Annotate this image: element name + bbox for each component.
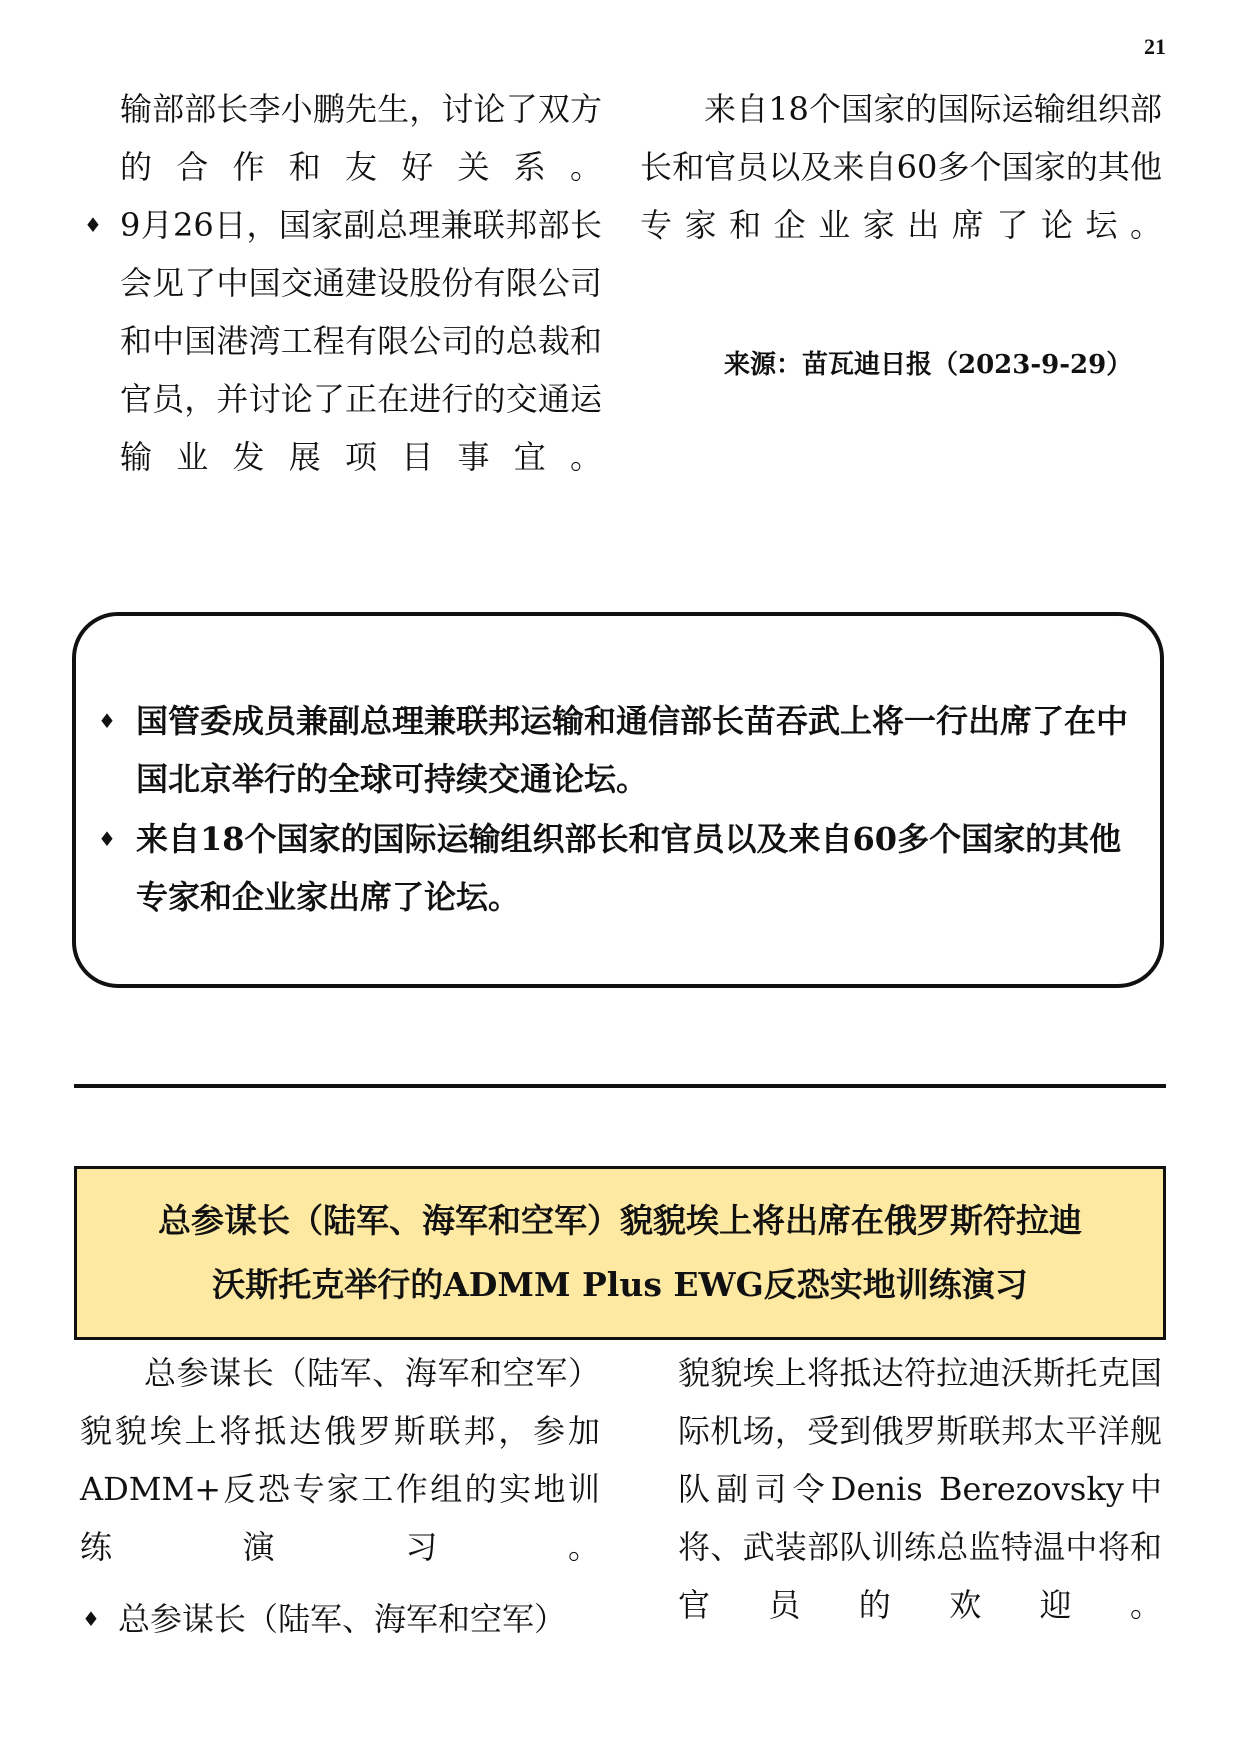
- upper-right-column: [640, 80, 1162, 254]
- meeting-paragraph: 9月26日，国家副总理兼联邦部长会见了中国交通建设股份有限公司和中国港湾工程有限公司的总裁和官员，并讨论了正在进行的交通运输业发展项目事宜。: [120, 206, 602, 476]
- source-citation: 来源：苗瓦迪日报（2023-9-29）: [724, 350, 1133, 380]
- list-item: [82, 196, 602, 486]
- forum-attendance-paragraph: 来自18个国家的国际运输组织部长和官员以及来自60多个国家的其他专家和企业家出席了论坛。: [640, 90, 1162, 244]
- headline-line-1: 总参谋长（陆军、海军和空军）貌貌埃上将出席在俄罗斯符拉迪: [158, 1201, 1082, 1240]
- summary-text: 国管委成员兼副总理兼联邦运输和通信部长苗吞武上将一行出席了在中国北京举行的全球可持续交通论坛。: [136, 702, 1129, 798]
- summary-item: [98, 692, 1138, 808]
- diamond-bullet-icon: ♦: [84, 213, 102, 237]
- summary-box: [72, 612, 1164, 988]
- upper-left-column: [82, 80, 602, 486]
- section-divider: [74, 1084, 1166, 1088]
- arrival-paragraph: 貌貌埃上将抵达符拉迪沃斯托克国际机场，受到俄罗斯联邦太平洋舰队副司令Denis Berezovsky中将、武装部队训练总监特温中将和官员的欢迎。: [678, 1354, 1162, 1624]
- summary-item: [98, 810, 1138, 926]
- bullet-paragraph-start: 总参谋长（陆军、海军和空军）: [118, 1600, 567, 1638]
- article-headline: [74, 1166, 1166, 1340]
- summary-text: 来自18个国家的国际运输组织部长和官员以及来自60多个国家的其他专家和企业家出席了论坛。: [136, 820, 1122, 916]
- lower-left-column: [80, 1344, 600, 1648]
- continuation-paragraph: 输部部长李小鹏先生，讨论了双方的合作和友好关系。: [120, 90, 602, 186]
- lower-right-column: [678, 1344, 1162, 1634]
- list-item: [80, 1590, 600, 1648]
- diamond-bullet-icon: ♦: [98, 827, 116, 851]
- diamond-bullet-icon: ♦: [82, 1607, 100, 1631]
- page-number: 21: [1144, 34, 1166, 59]
- intro-paragraph: 总参谋长（陆军、海军和空军）貌貌埃上将抵达俄罗斯联邦，参加ADMM+反恐专家工作组的实地训练演习。: [80, 1354, 600, 1566]
- headline-line-2: 沃斯托克举行的ADMM Plus EWG反恐实地训练演习: [212, 1265, 1028, 1304]
- diamond-bullet-icon: ♦: [98, 709, 116, 733]
